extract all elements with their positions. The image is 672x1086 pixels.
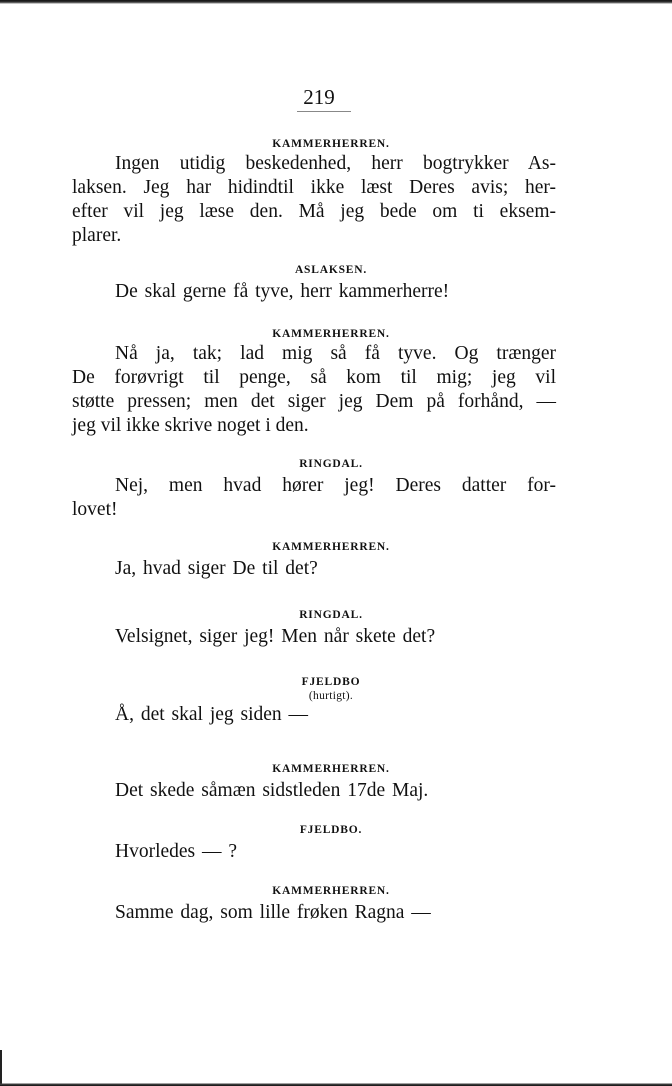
speaker-name: KAMMERHERREN. <box>272 328 390 340</box>
dialogue-block <box>72 676 556 727</box>
dialogue-block <box>72 328 556 438</box>
stage-direction: (hurtigt). <box>308 690 354 702</box>
speech-text: Samme dag, som lille frøken Ragna — <box>115 902 431 923</box>
speaker-name: KAMMERHERREN. <box>272 138 390 150</box>
dialogue-block <box>72 763 556 803</box>
dialogue-block <box>72 824 556 864</box>
page-number: 219 <box>303 85 335 109</box>
speaker-name: RINGDAL. <box>299 609 363 621</box>
dialogue-block <box>72 609 556 649</box>
scan-edge-left <box>0 1050 2 1086</box>
speech-text: Hvorledes — ? <box>115 841 238 862</box>
speech-text: Nå ja, tak; lad mig så få tyve. Og trænger De forøvrigt til penge, så kom til mig; jeg vil støtte pressen; men det siger jeg Dem på forhånd, — jeg vil ikke skrive noget i den. <box>72 343 556 436</box>
speech-text: Velsignet, siger jeg! Men når skete det? <box>115 626 436 647</box>
speech-text: Ingen utidig beskedenhed, herr bogtrykker As- laksen. Jeg har hidindtil ikke læst Deres avis; her- efter vil jeg læse den. Må jeg bede om ti eksem- plarer. <box>72 153 556 246</box>
speech-text: De skal gerne få tyve, herr kammerherre! <box>115 281 450 302</box>
speaker-name: FJELDBO <box>301 676 361 688</box>
speaker-name: KAMMERHERREN. <box>272 885 390 897</box>
speaker-name: ASLAKSEN. <box>294 264 368 276</box>
dialogue-block <box>72 264 556 304</box>
speaker-name: RINGDAL. <box>299 458 363 470</box>
speech-text: Ja, hvad siger De til det? <box>115 558 318 579</box>
speaker-name: KAMMERHERREN. <box>272 763 390 775</box>
dialogue-block <box>72 458 556 522</box>
speaker-name: KAMMERHERREN. <box>272 541 390 553</box>
page-number-rule <box>297 111 351 112</box>
speech-text: Det skede såmæn sidstleden 17de Maj. <box>115 780 429 801</box>
speaker-name: FJELDBO. <box>299 824 363 836</box>
speech-text: Nej, men hvad hører jeg! Deres datter for- lovet! <box>72 475 556 520</box>
book-page <box>72 85 556 923</box>
dialogue-block <box>72 885 556 925</box>
speech-text: Å, det skal jeg siden — <box>115 704 309 725</box>
dialogue-block <box>72 541 556 581</box>
scan-edge-top <box>0 0 672 4</box>
dialogue-block <box>72 138 556 248</box>
